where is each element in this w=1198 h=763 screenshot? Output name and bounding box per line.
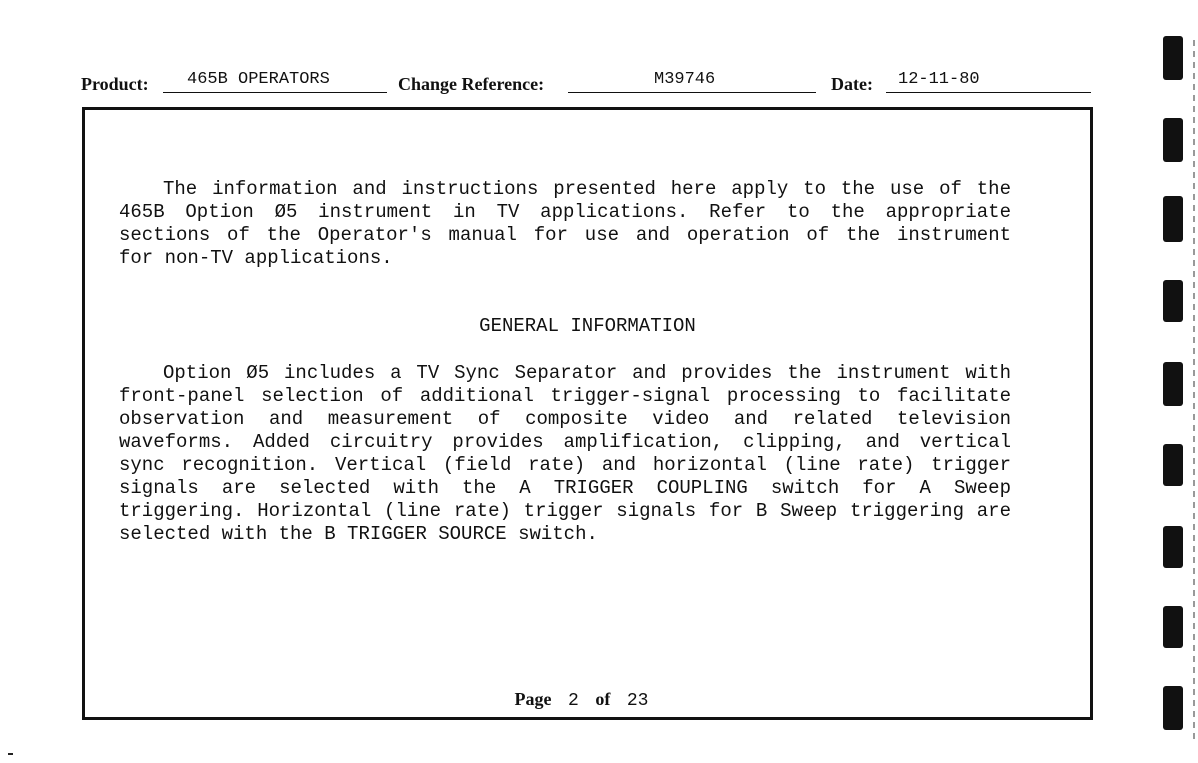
content-frame — [82, 107, 1093, 720]
intro-line: for non-TV applications. — [119, 247, 393, 269]
page-edge — [1193, 40, 1195, 740]
page-header — [81, 70, 1091, 98]
binder-mark — [1163, 686, 1183, 730]
change-reference-label: Change Reference: — [398, 74, 545, 94]
body-line: sync recognition. Vertical (field rate) and horizontal (line rate) trigger — [119, 454, 1011, 476]
product-label: Product: — [81, 74, 149, 94]
intro-line: sections of the Operator's manual for use and operation of the instrument — [119, 224, 1011, 246]
total-pages: 23 — [626, 691, 649, 711]
product-field — [163, 70, 387, 93]
binder-mark — [1163, 36, 1183, 80]
general-information-paragraph — [119, 362, 1011, 546]
page-label: Page — [514, 689, 552, 709]
binder-mark — [1163, 526, 1183, 568]
intro-line: The information and instructions presented here apply to the use of the — [163, 178, 1011, 200]
binder-mark — [1163, 196, 1183, 242]
date-label: Date: — [831, 74, 873, 94]
product-value: 465B OPERATORS — [187, 70, 330, 89]
body-line: Option Ø5 includes a TV Sync Separator and provides the instrument with — [163, 362, 1011, 384]
scan-speck — [8, 753, 13, 755]
binder-mark — [1163, 606, 1183, 648]
body-line: waveforms. Added circuitry provides amplification, clipping, and vertical — [119, 431, 1011, 453]
binder-mark — [1163, 118, 1183, 162]
intro-paragraph — [119, 178, 1011, 270]
body-line: observation and measurement of composite video and related television — [119, 408, 1011, 430]
of-label: of — [595, 689, 611, 709]
page-footer — [85, 689, 1090, 711]
binder-mark — [1163, 280, 1183, 322]
section-heading: GENERAL INFORMATION — [479, 315, 696, 337]
body-line: front-panel selection of additional trigger-signal processing to facilitate — [119, 385, 1011, 407]
binder-mark — [1163, 362, 1183, 406]
date-value: 12-11-80 — [898, 70, 980, 89]
body-line: selected with the B TRIGGER SOURCE switch. — [119, 523, 598, 545]
change-reference-value: M39746 — [654, 70, 716, 89]
body-line: triggering. Horizontal (line rate) trigger signals for B Sweep triggering are — [119, 500, 1011, 522]
date-field — [886, 70, 1091, 93]
body-line: signals are selected with the A TRIGGER COUPLING switch for A Sweep — [119, 477, 1011, 499]
page-number: 2 — [568, 691, 579, 711]
binder-mark — [1163, 444, 1183, 486]
change-reference-field — [568, 70, 816, 93]
intro-line: 465B Option Ø5 instrument in TV applications. Refer to the appropriate — [119, 201, 1011, 223]
